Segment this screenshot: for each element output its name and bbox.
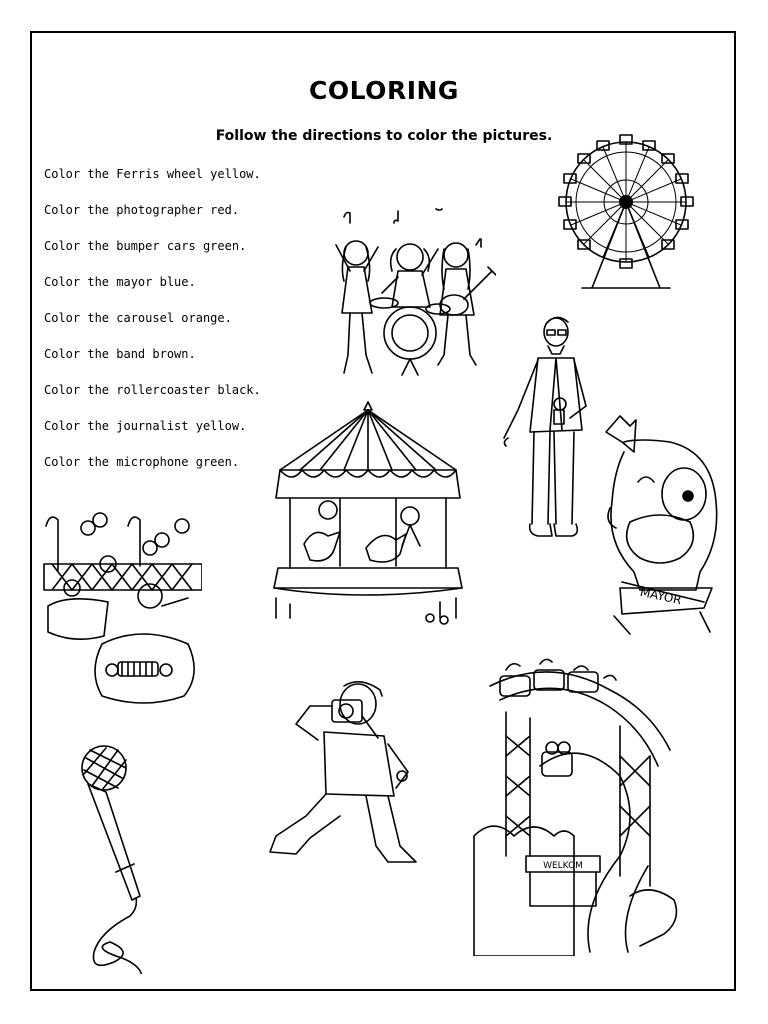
photographer-picture — [266, 676, 422, 866]
carousel-picture — [270, 398, 466, 630]
mayor-sash-label: MAYOR — [638, 584, 683, 608]
page-subtitle: Follow the directions to color the pictures. — [215, 128, 553, 144]
microphone-picture — [76, 744, 156, 974]
mayor-picture — [600, 412, 722, 638]
direction-item: Color the mayor blue. — [44, 275, 196, 289]
bumper-cars-picture — [42, 506, 202, 716]
directions-list — [44, 165, 261, 489]
direction-item: Color the carousel orange. — [44, 311, 232, 325]
direction-item: Color the Ferris wheel yellow. — [44, 167, 261, 181]
band-picture — [326, 205, 496, 380]
page-title: COLORING — [309, 76, 459, 105]
direction-item: Color the microphone green. — [44, 455, 240, 469]
coaster-sign-label: WELKOM — [543, 861, 583, 871]
direction-item: Color the band brown. — [44, 347, 196, 361]
journalist-picture — [494, 310, 594, 546]
direction-item: Color the journalist yellow. — [44, 419, 247, 433]
rollercoaster-picture — [470, 656, 682, 956]
direction-item: Color the rollercoaster black. — [44, 383, 261, 397]
direction-item: Color the bumper cars green. — [44, 239, 247, 253]
direction-item: Color the photographer red. — [44, 203, 240, 217]
ferris-wheel-picture — [552, 130, 700, 292]
